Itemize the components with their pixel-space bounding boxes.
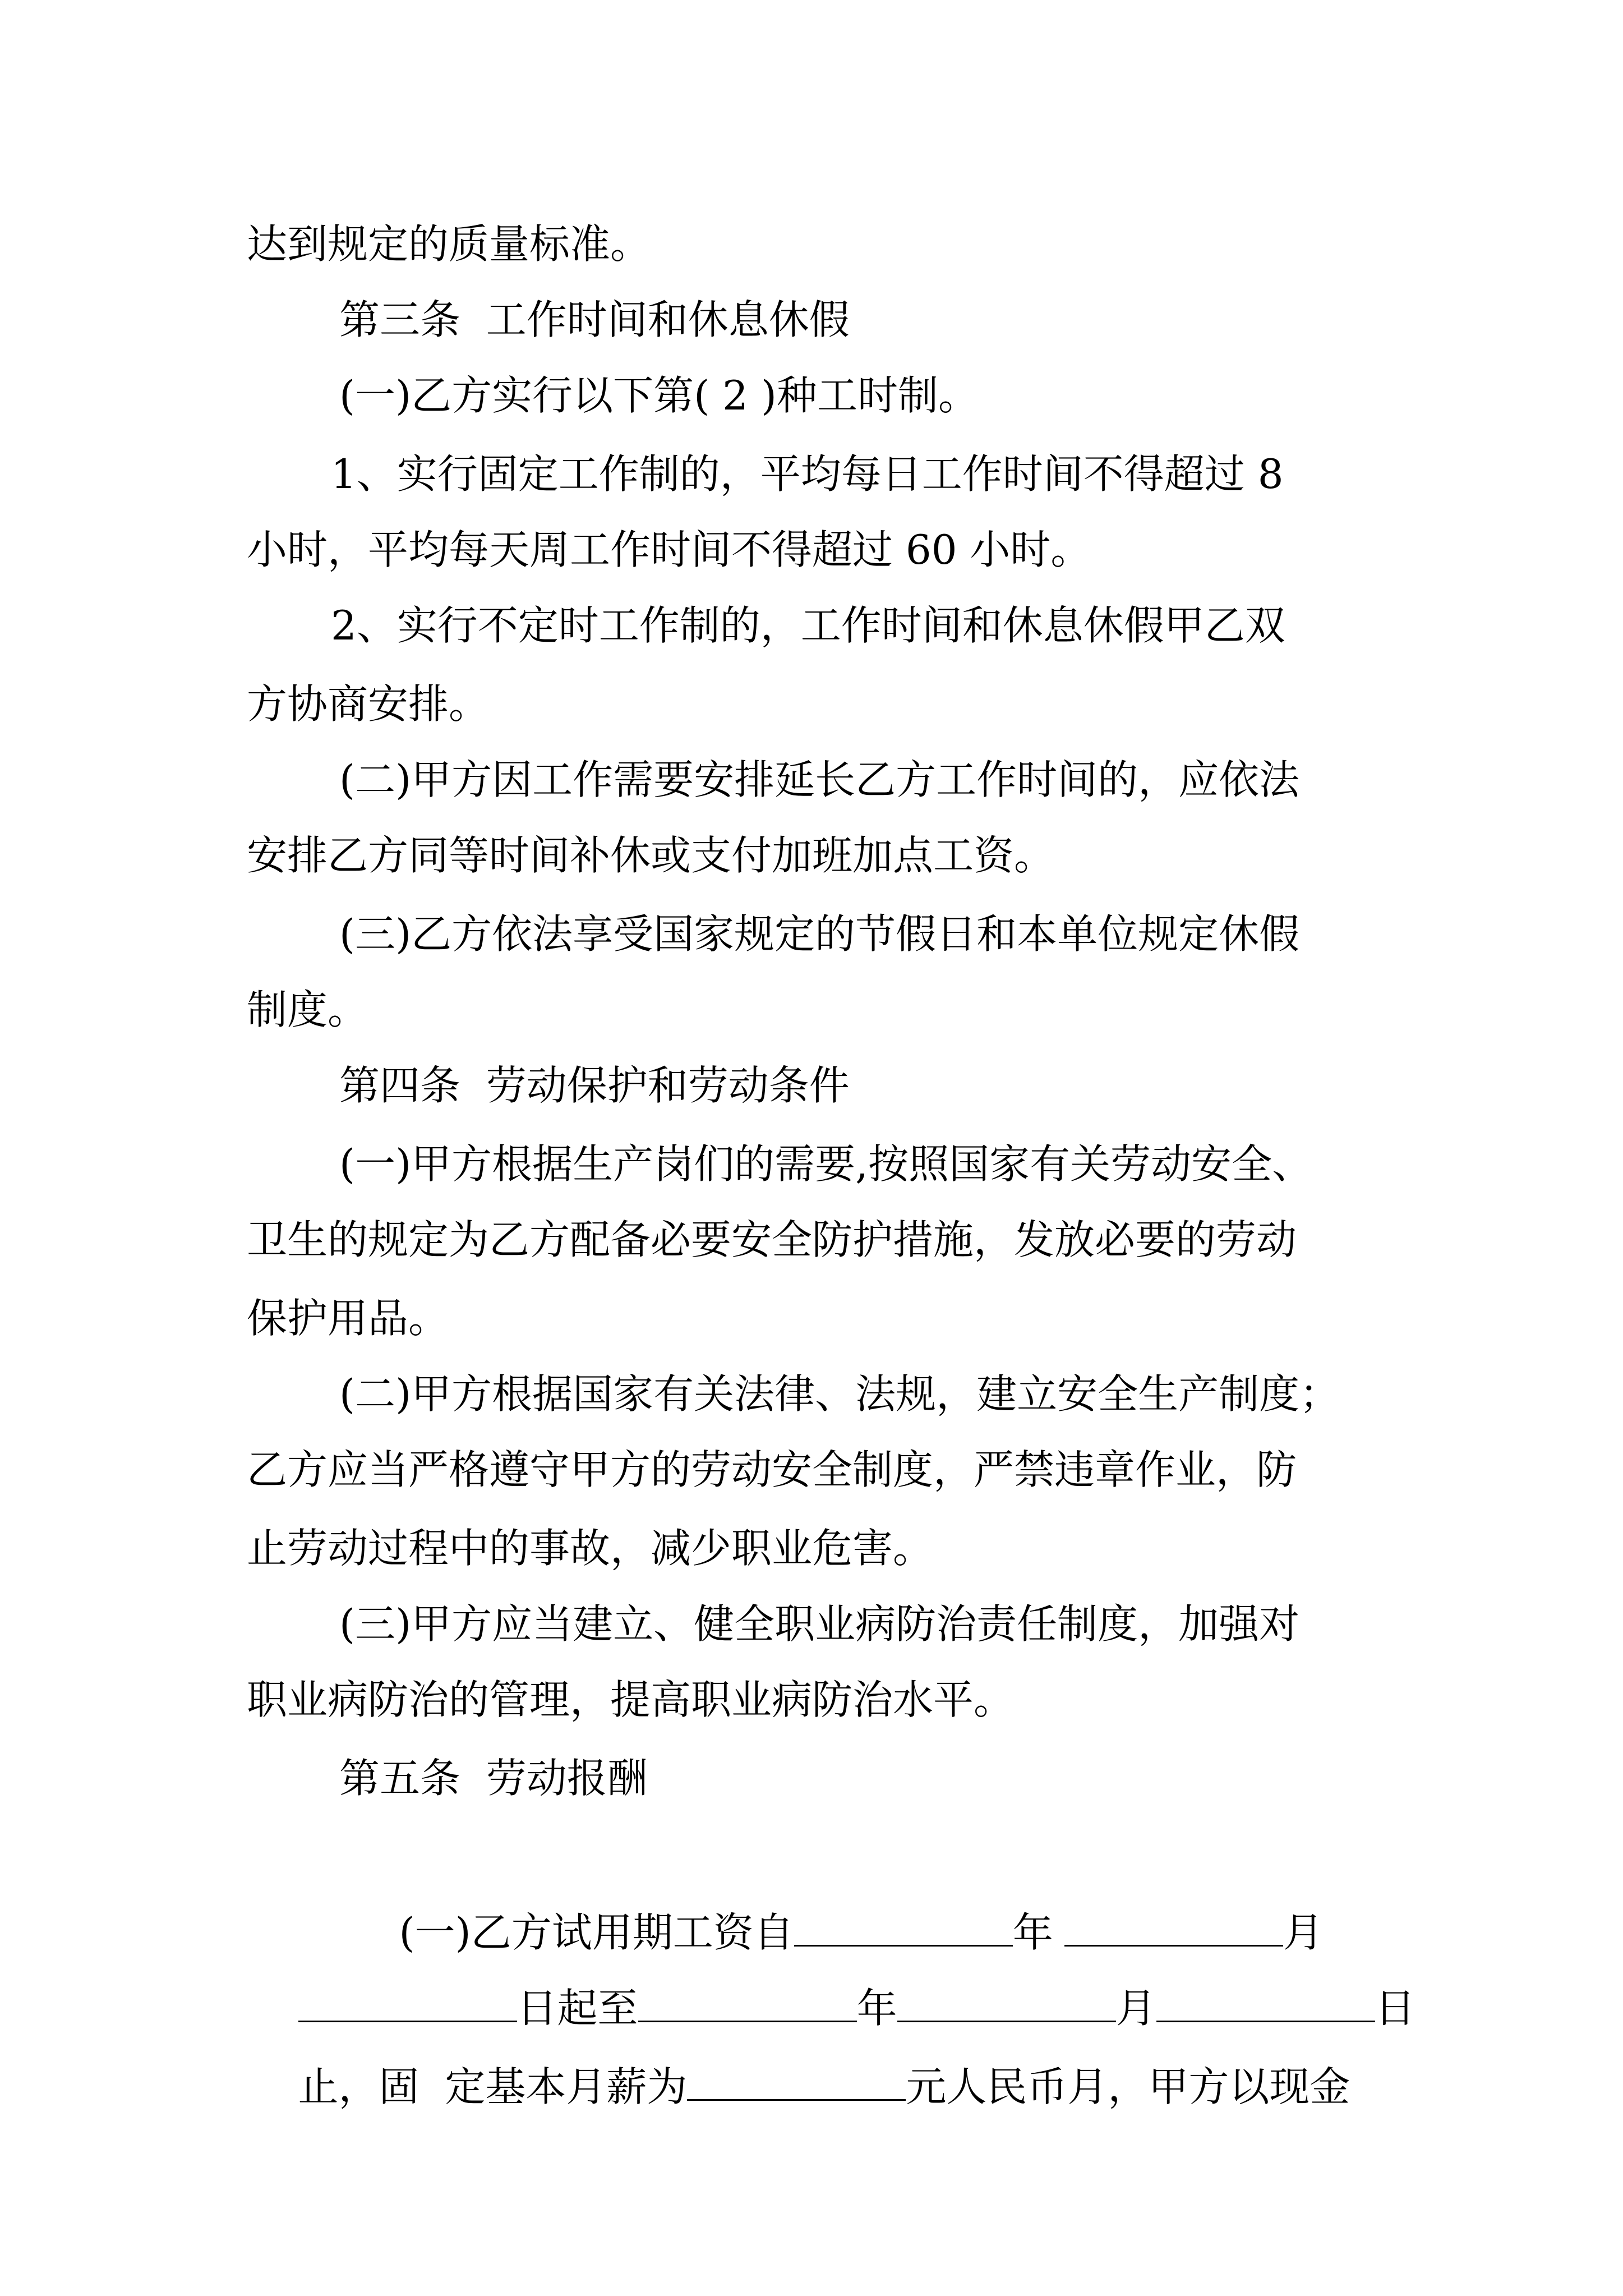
text-line: 1、实行固定工作制的，平均每日工作时间不得超过 8: [331, 450, 1284, 498]
text-line: 卫生的规定为乙方配备必要安全防护措施，发放必要的劳动: [247, 1216, 1297, 1263]
text-line: 保护用品。: [247, 1295, 449, 1342]
end-day-label: 日: [1375, 1985, 1415, 2032]
salary-line-2: [247, 1890, 1623, 2032]
salary-currency-label: 元人民币月，甲方以现金: [906, 2063, 1350, 2110]
month-label: 月: [1283, 1909, 1324, 1956]
text-line: 职业病防治的管理，提高职业病防治水平。: [247, 1676, 1015, 1723]
text-line: (一)甲方根据生产岗们的需要,按照国家有关劳动安全、: [339, 1140, 1313, 1188]
day-from-label: 日起至: [517, 1985, 638, 2032]
text-line: 止劳动过程中的事故，减少职业危害。: [247, 1525, 934, 1572]
text-line: 安排乙方同等时间补休或支付加班加点工资。: [247, 832, 1055, 879]
end-year-label: 年: [856, 1985, 897, 2032]
text-line: 达到规定的质量标准。: [247, 220, 651, 268]
text-line: (二)甲方根据国家有关法律、法规，建立安全生产制度；: [339, 1370, 1340, 1418]
text-line: (三)乙方依法享受国家规定的节假日和本单位规定休假: [339, 910, 1300, 958]
text-line: 2、实行不定时工作制的，工作时间和休息休假甲乙双: [331, 602, 1285, 649]
year-label: 年: [1012, 1909, 1053, 1956]
text-line: (一)乙方实行以下第( 2 )种工时制。: [339, 372, 979, 419]
end-month-label: 月: [1115, 1985, 1156, 2032]
text-line: 方协商安排。: [247, 680, 490, 728]
article-heading: 第四条 劳动保护和劳动条件: [339, 1062, 850, 1109]
article-heading: 第五条 劳动报酬: [339, 1755, 648, 1802]
text-line: 小时，平均每天周工作时间不得超过 60 小时。: [247, 526, 1091, 573]
article-heading: 第三条 工作时间和休息休假: [339, 296, 850, 343]
text-line: 制度。: [247, 986, 368, 1033]
salary-line-3: [247, 1969, 1623, 2110]
salary-intro: (一)乙方试用期工资自: [399, 1909, 794, 1956]
text-line: 乙方应当严格遵守甲方的劳动安全制度，严禁违章作业，防: [247, 1446, 1297, 1493]
text-line: (二)甲方因工作需要安排延长乙方工作时间的，应依法: [339, 756, 1300, 803]
base-salary-label: 止，固 定基本月薪为: [298, 2063, 688, 2110]
salary-amount-blank: [687, 2099, 906, 2101]
salary-line-1: [348, 1815, 1623, 1956]
text-line: (三)甲方应当建立、健全职业病防治责任制度，加强对: [339, 1600, 1300, 1648]
